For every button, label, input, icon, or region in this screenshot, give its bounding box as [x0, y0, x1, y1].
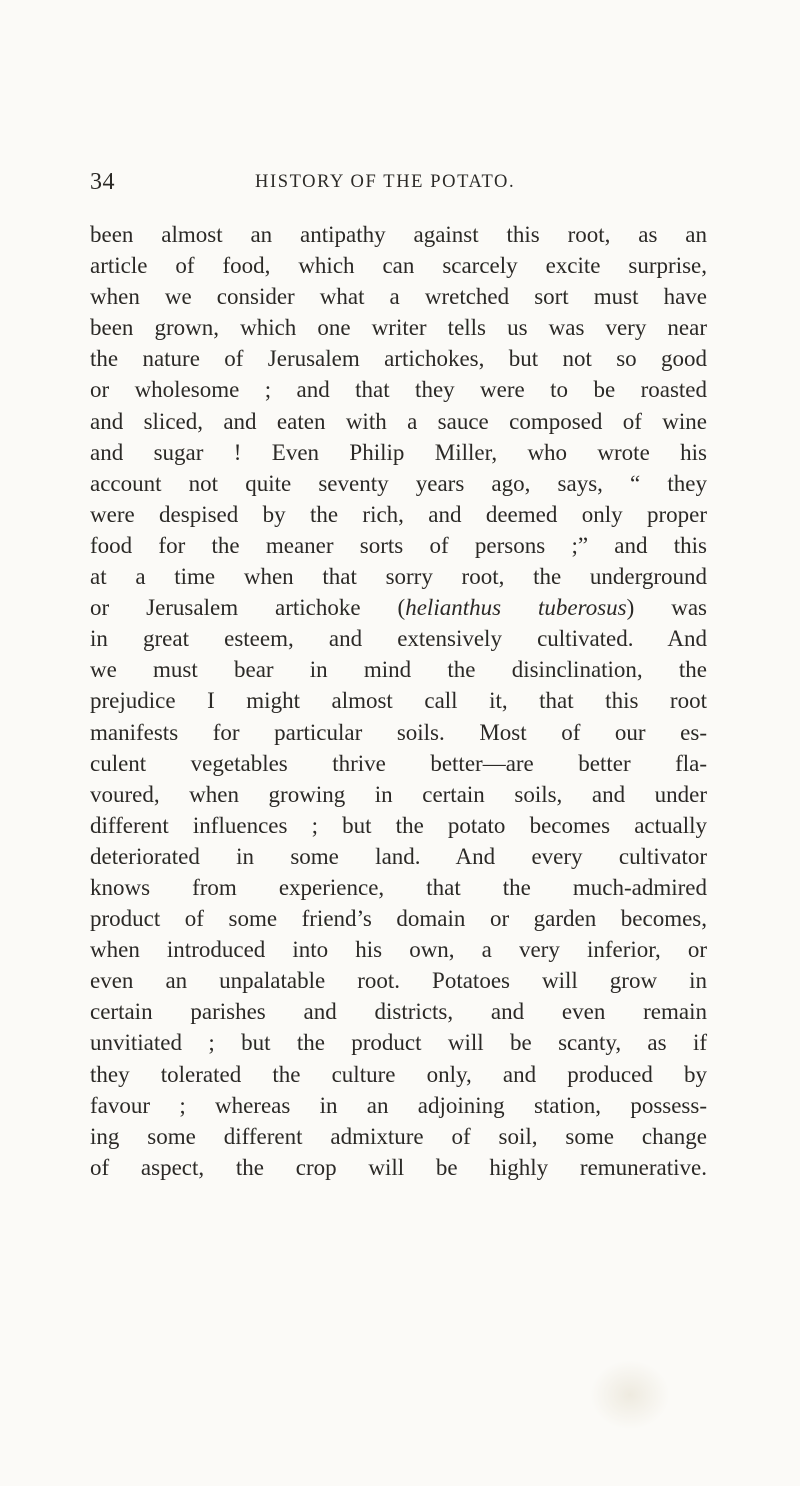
paper-stain	[590, 1360, 670, 1430]
text-line: prejudice I might almost call it, that this root	[90, 688, 707, 714]
text-line: manifests for particular soils. Most of our es-	[90, 719, 707, 745]
header-title: HISTORY OF THE POTATO.	[255, 172, 516, 192]
page-number: 34	[90, 169, 115, 195]
text-line: at a time when that sorry root, the underground	[90, 564, 707, 590]
text-line: deteriorated in some land. And every cultivator	[90, 843, 707, 869]
text-line: culent vegetables thrive better—are better fla-	[90, 750, 707, 776]
text-line: they tolerated the culture only, and produced by	[90, 1061, 707, 1087]
text-line: unvitiated ; but the product will be scanty, as if	[90, 1030, 707, 1056]
text-line: favour ; whereas in an adjoining station, possess-	[90, 1092, 707, 1118]
text-line: of aspect, the crop will be highly remunerative.	[90, 1154, 707, 1180]
text-line: the nature of Jerusalem artichokes, but not so good	[90, 346, 707, 372]
text-line-end: ) was	[626, 595, 707, 621]
body-text	[90, 219, 707, 1183]
latin-species-name: helianthus tuberosus	[405, 595, 627, 621]
text-line: and sliced, and eaten with a sauce composed of wine	[90, 408, 707, 434]
text-line: and sugar ! Even Philip Miller, who wrote his	[90, 439, 707, 465]
text-line-with-latin	[90, 592, 707, 623]
text-line: in great esteem, and extensively cultivated. And	[90, 626, 707, 652]
text-line: product of some friend’s domain or garden becomes,	[90, 906, 707, 932]
text-line: knows from experience, that the much-admired	[90, 874, 707, 900]
text-line: food for the meaner sorts of persons ;” and this	[90, 532, 707, 558]
text-line: different influences ; but the potato becomes actually	[90, 812, 707, 838]
text-line-start: or Jerusalem artichoke (	[90, 595, 406, 621]
text-line: been almost an antipathy against this root, as an	[90, 222, 707, 247]
text-line: or wholesome ; and that they were to be roasted	[90, 377, 707, 403]
text-line: article of food, which can scarcely excite surprise,	[90, 253, 707, 279]
text-line: been grown, which one writer tells us was very near	[90, 315, 707, 341]
text-line: were despised by the rich, and deemed only proper	[90, 501, 707, 527]
text-line: ing some different admixture of soil, some change	[90, 1123, 707, 1149]
text-line: voured, when growing in certain soils, and under	[90, 781, 707, 807]
text-line: even an unpalatable root. Potatoes will grow in	[90, 968, 707, 994]
text-line: certain parishes and districts, and even remain	[90, 999, 707, 1025]
text-line: when introduced into his own, a very inferior, or	[90, 937, 707, 963]
text-line: account not quite seventy years ago, says, “ they	[90, 470, 707, 496]
running-head	[90, 168, 710, 196]
text-line: we must bear in mind the disinclination, the	[90, 657, 707, 683]
text-line: when we consider what a wretched sort must have	[90, 284, 707, 310]
